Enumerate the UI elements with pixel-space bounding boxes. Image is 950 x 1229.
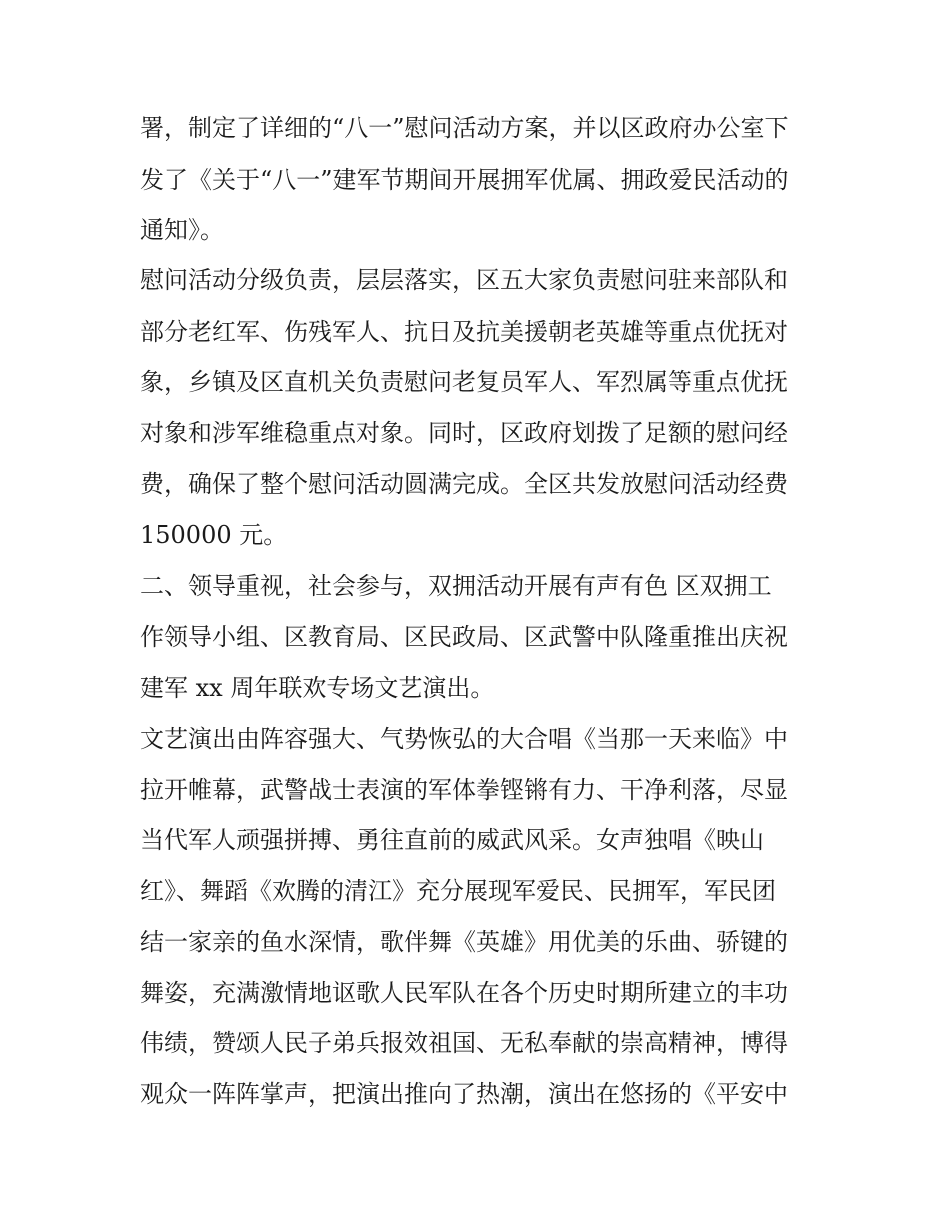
text-line: 费，确保了整个慰问活动圆满完成。全区共发放慰问活动经费 xyxy=(140,470,788,498)
text-line: 发了《关于“八一”建军节期间开展拥军优属、拥政爱民活动的 xyxy=(140,166,789,194)
text-line: 署，制定了详细的“八一”慰问活动方案，并以区政府办公室下 xyxy=(140,114,789,142)
text-line: 作领导小组、区教育局、区民政局、区武警中队隆重推出庆祝 xyxy=(140,623,788,651)
text-line: 文艺演出由阵容强大、气势恢弘的大合唱《当那一天来临》中 xyxy=(140,725,788,753)
text-line: 当代军人顽强拼搏、勇往直前的威武风采。女声独唱《映山 xyxy=(140,826,764,854)
text-line: 拉开帷幕，武警战士表演的军体拳铿锵有力、干净利落，尽显 xyxy=(140,776,788,804)
text-line: 伟绩，赞颂人民子弟兵报效祖国、无私奉献的崇高精神，博得 xyxy=(140,1029,788,1057)
text-line: 象，乡镇及区直机关负责慰问老复员军人、军烈属等重点优抚 xyxy=(140,368,788,396)
text-line: 150000 元。 xyxy=(140,521,288,549)
text-line: 部分老红军、伤残军人、抗日及抗美援朝老英雄等重点优抚对 xyxy=(140,318,788,346)
text-line: 对象和涉军维稳重点对象。同时，区政府划拨了足额的慰问经 xyxy=(140,419,788,447)
text-line: 建军 xx 周年联欢专场文艺演出。 xyxy=(140,674,495,702)
text-line: 二、领导重视，社会参与，双拥活动开展有声有色 区双拥工 xyxy=(140,572,772,600)
text-line: 红》、舞蹈《欢腾的清江》充分展现军爱民、民拥军，军民团 xyxy=(140,877,776,905)
text-line: 慰问活动分级负责，层层落实，区五大家负责慰问驻来部队和 xyxy=(140,266,788,294)
text-line: 观众一阵阵掌声，把演出推向了热潮，演出在悠扬的《平安中 xyxy=(140,1080,788,1108)
text-line: 通知》。 xyxy=(140,216,224,244)
text-line: 舞姿，充满激情地讴歌人民军队在各个历史时期所建立的丰功 xyxy=(140,979,788,1007)
text-line: 结一家亲的鱼水深情，歌伴舞《英雄》用优美的乐曲、骄键的 xyxy=(140,928,788,956)
